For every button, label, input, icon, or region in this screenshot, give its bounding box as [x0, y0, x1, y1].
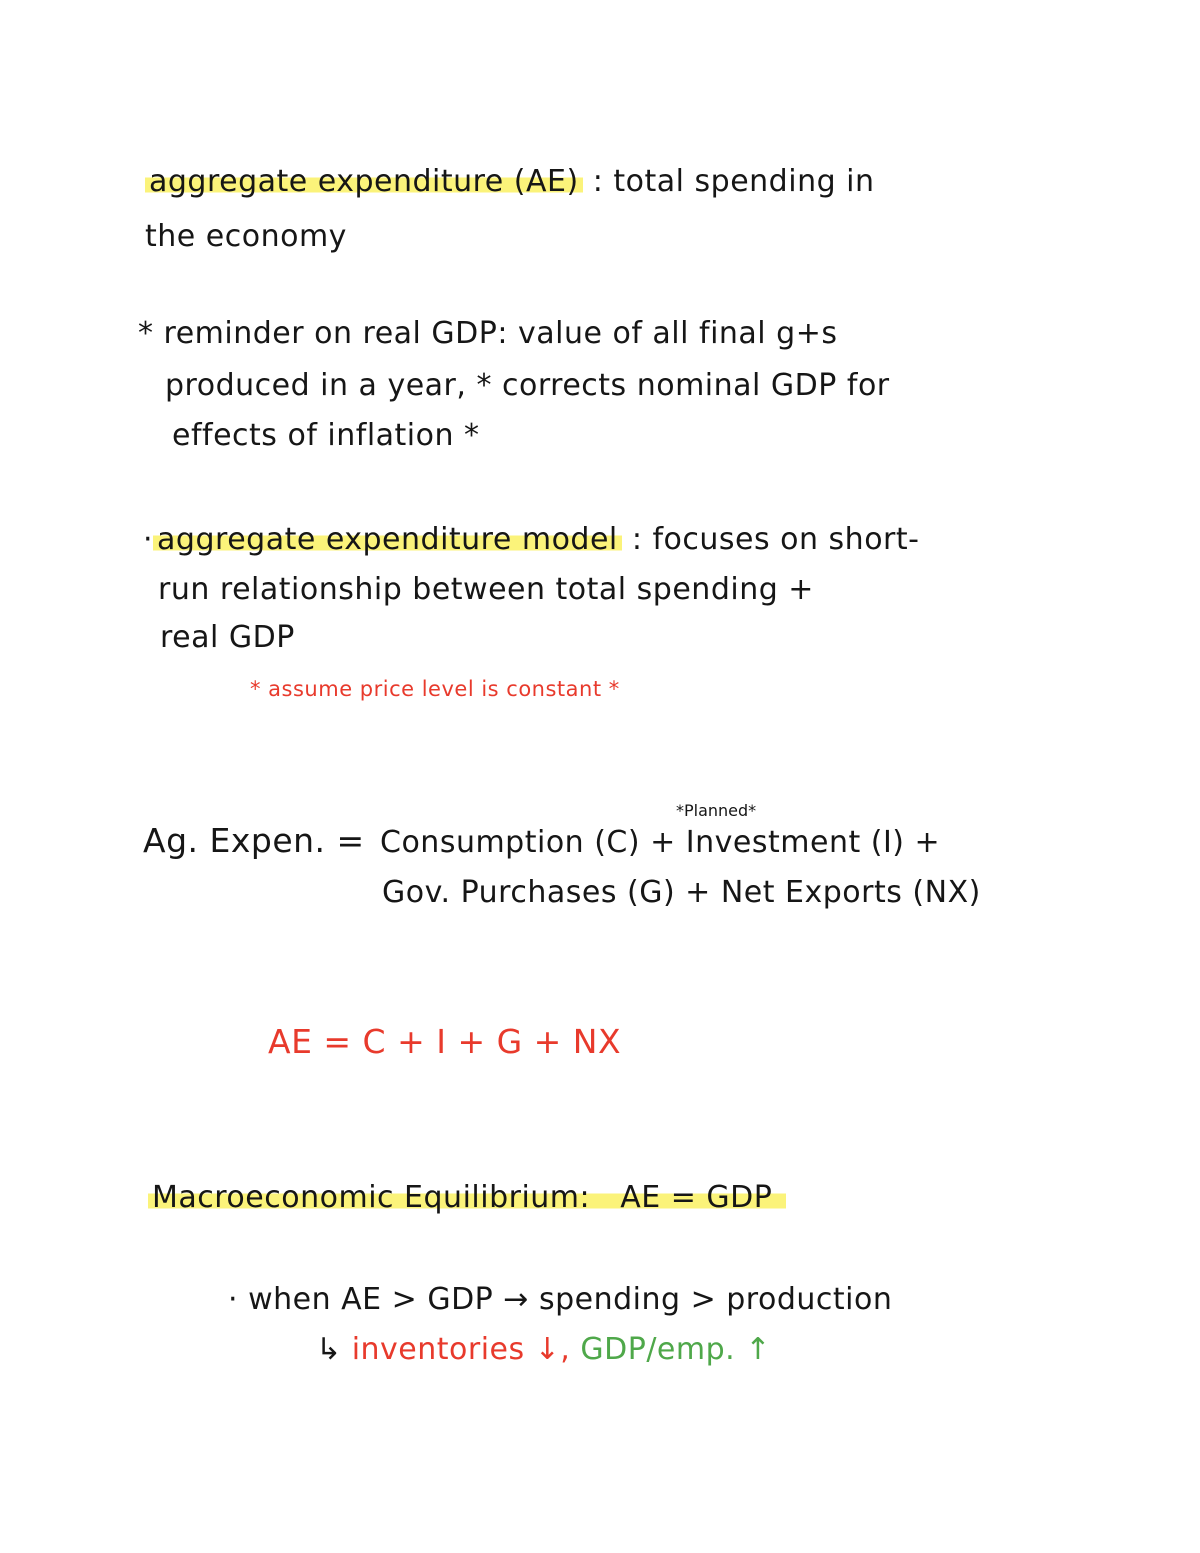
planned-note: *Planned* [676, 801, 757, 820]
equilibrium-case-line: · when AE > GDP → spending > production [228, 1282, 893, 1317]
model-line2: run relationship between total spending + [158, 572, 814, 607]
equation-line1: Consumption (C) + Investment (I) + [380, 825, 941, 860]
equation-lhs: Ag. Expen. = [143, 821, 365, 860]
reminder-line3: effects of inflation * [172, 418, 480, 453]
ae-term-highlight: aggregate expenditure (AE) [145, 164, 583, 199]
model-term-highlight: aggregate expenditure model [153, 522, 622, 557]
reminder-line2: produced in a year, * corrects nominal GDP for [165, 368, 890, 403]
result-gdp-employment: GDP/emp. ↑ [580, 1332, 771, 1367]
equilibrium-condition: AE = GDP [620, 1180, 773, 1215]
reminder-line1: * reminder on real GDP: value of all final g+s [138, 316, 838, 351]
ae-definition-line1 [145, 162, 875, 202]
ae-separator: : [592, 164, 604, 199]
equilibrium-highlight [148, 1180, 786, 1215]
equation-line2: Gov. Purchases (G) + Net Exports (NX) [382, 875, 981, 910]
result-arrow-icon: ↳ [316, 1332, 342, 1367]
equilibrium-result-line [316, 1330, 771, 1370]
model-line1 [143, 520, 919, 560]
equilibrium-title: Macroeconomic Equilibrium: [152, 1180, 591, 1215]
ae-definition-line2: the economy [145, 219, 347, 254]
result-inventories: inventories ↓, [351, 1332, 571, 1367]
model-separator: : [631, 522, 643, 557]
ae-definition-text: total spending in [613, 164, 875, 199]
model-line3: real GDP [160, 620, 295, 655]
equilibrium-line [148, 1178, 786, 1218]
assumption-note: * assume price level is constant * [250, 677, 620, 701]
model-bullet: · [143, 522, 154, 557]
model-definition-text: focuses on short- [652, 522, 920, 557]
ae-formula: AE = C + I + G + NX [268, 1022, 622, 1061]
